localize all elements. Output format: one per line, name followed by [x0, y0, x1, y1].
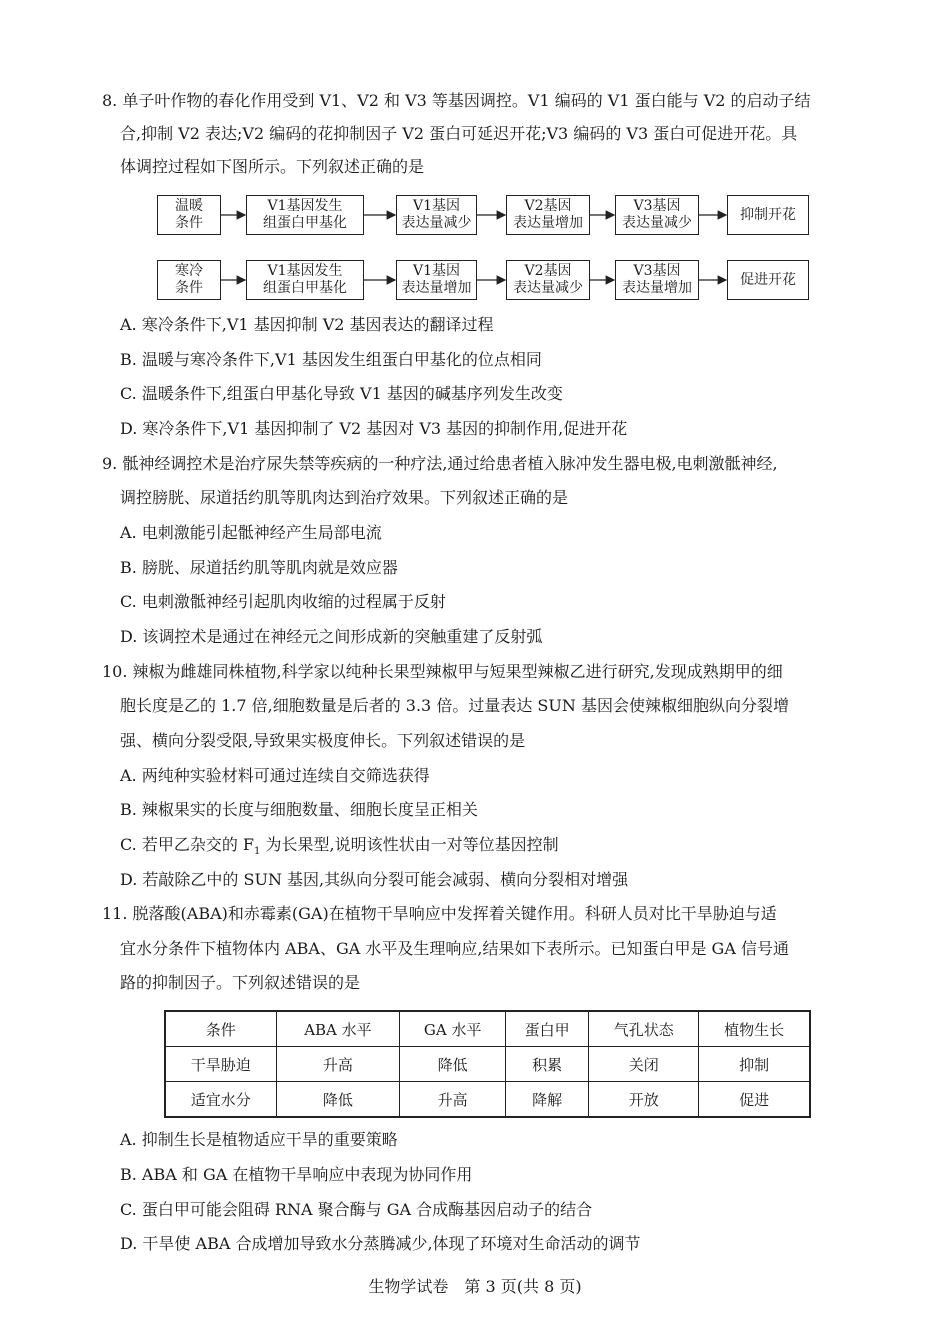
table-cell: 关闭 — [589, 1047, 699, 1082]
flow-box-line: V3基因 — [633, 198, 681, 214]
table-header-cell: 条件 — [165, 1011, 276, 1047]
q10-option-c-post: 为长果型,说明该性状由一对等位基因控制 — [260, 835, 559, 854]
table-cell: 适宜水分 — [165, 1082, 276, 1118]
table-cell: 降低 — [276, 1082, 400, 1118]
q8-stem-line-3: 体调控过程如下图所示。下列叙述正确的是 — [120, 157, 425, 176]
q10-option-c-pre: C. 若甲乙杂交的 F — [120, 835, 255, 854]
q11-option-d: D. 干旱使 ABA 合成增加导致水分蒸腾减少,体现了环境对生命活动的调节 — [120, 1234, 641, 1253]
table-cell: 开放 — [589, 1082, 699, 1118]
flow-arrows — [0, 0, 950, 320]
table-cell: 降解 — [506, 1082, 589, 1118]
flow-box-line: 表达量减少 — [622, 215, 692, 231]
q11-stem-line-2: 宜水分条件下植物体内 ABA、GA 水平及生理响应,结果如下表所示。已知蛋白甲是 GA 信号通 — [120, 939, 789, 958]
flow-box-line: V3基因 — [633, 263, 681, 279]
q11-option-b: B. ABA 和 GA 在植物干旱响应中表现为协同作用 — [120, 1165, 473, 1184]
table-cell: 升高 — [276, 1047, 400, 1082]
q10-option-a: A. 两纯种实验材料可通过连续自交筛选获得 — [120, 766, 430, 785]
q9-option-a: A. 电刺激能引起骶神经产生局部电流 — [120, 523, 382, 542]
table-cell: 积累 — [506, 1047, 589, 1082]
page-footer: 生物学试卷 第 3 页(共 8 页) — [368, 1277, 582, 1296]
q10-stem-line-3: 强、横向分裂受限,导致果实极度伸长。下列叙述错误的是 — [120, 731, 526, 750]
q10-stem-line-1: 10. 辣椒为雌雄同株植物,科学家以纯种长果型辣椒甲与短果型辣椒乙进行研究,发现成熟期甲的细 — [102, 662, 783, 681]
flow-box-line: 抑制开花 — [740, 206, 796, 223]
table-header-cell: 蛋白甲 — [506, 1011, 589, 1047]
table-header-row — [165, 1011, 810, 1047]
q11-option-a: A. 抑制生长是植物适应干旱的重要策略 — [120, 1130, 398, 1149]
q10-stem-line-2: 胞长度是乙的 1.7 倍,细胞数量是后者的 3.3 倍。过量表达 SUN 基因会使辣椒细胞纵向分裂增 — [120, 696, 789, 715]
table-row — [165, 1047, 810, 1082]
flow-box-line: V2基因 — [524, 263, 572, 279]
flow-box-line: 表达量减少 — [401, 215, 472, 231]
flow-box-line: 条件 — [175, 280, 203, 296]
q8-option-d: D. 寒冷条件下,V1 基因抑制了 V2 基因对 V3 基因的抑制作用,促进开花 — [120, 419, 628, 438]
q10-option-c — [120, 835, 559, 862]
q10-option-d: D. 若敲除乙中的 SUN 基因,其纵向分裂可能会减弱、横向分裂相对增强 — [120, 870, 629, 889]
q9-option-d: D. 该调控术是通过在神经元之间形成新的突触重建了反射弧 — [120, 627, 543, 646]
q10-option-b: B. 辣椒果实的长度与细胞数量、细胞长度呈正相关 — [120, 800, 478, 819]
q9-option-b: B. 膀胱、尿道括约肌等肌肉就是效应器 — [120, 558, 398, 577]
flow-box-line: 温暖 — [175, 198, 203, 214]
q11-stem-line-1: 11. 脱落酸(ABA)和赤霉素(GA)在植物干旱响应中发挥着关键作用。科研人员对比干旱胁迫与适 — [102, 904, 777, 923]
table-header-cell: 气孔状态 — [589, 1011, 699, 1047]
q10-option-c-sub: 1 — [254, 846, 261, 858]
flow-box-line: 表达量增加 — [622, 280, 692, 296]
flow-box-line: 表达量减少 — [513, 280, 583, 296]
q11-option-c: C. 蛋白甲可能会阻碍 RNA 聚合酶与 GA 合成酶基因启动子的结合 — [120, 1200, 593, 1219]
flow-box-line: 条件 — [175, 215, 203, 231]
flow-box-line: 表达量增加 — [513, 215, 583, 231]
flow-box-line: V1基因 — [412, 263, 461, 279]
q9-option-c: C. 电刺激骶神经引起肌肉收缩的过程属于反射 — [120, 592, 446, 611]
table-cell: 升高 — [400, 1082, 506, 1118]
table-row — [165, 1082, 810, 1118]
table-header-cell: 植物生长 — [699, 1011, 810, 1047]
table-cell: 降低 — [400, 1047, 506, 1082]
q8-stem-line-2: 合,抑制 V2 表达;V2 编码的花抑制因子 V2 蛋白可延迟开花;V3 编码的 V3 蛋白可促进开花。具 — [120, 124, 798, 143]
q8-option-c: C. 温暖条件下,组蛋白甲基化导致 V1 基因的碱基序列发生改变 — [120, 384, 563, 403]
flow-box-line: 寒冷 — [175, 263, 203, 279]
flow-box-line: V1基因 — [412, 198, 461, 214]
table-cell: 干旱胁迫 — [165, 1047, 276, 1082]
flow-box-line: 组蛋白甲基化 — [263, 280, 347, 296]
flow-box-line: 组蛋白甲基化 — [263, 215, 347, 231]
flow-box-line: V1基因发生 — [267, 263, 343, 279]
flow-box-line: 促进开花 — [740, 271, 796, 288]
q11-results-table — [164, 1010, 811, 1118]
flow-box-line: V2基因 — [524, 198, 572, 214]
q8-stem-line-1: 8. 单子叶作物的春化作用受到 V1、V2 和 V3 等基因调控。V1 编码的 V1 蛋白能与 V2 的启动子结 — [102, 91, 811, 110]
q8-option-a: A. 寒冷条件下,V1 基因抑制 V2 基因表达的翻译过程 — [120, 315, 494, 334]
q9-stem-line-1: 9. 骶神经调控术是治疗尿失禁等疾病的一种疗法,通过给患者植入脉冲发生器电极,电刺激骶神经, — [102, 454, 778, 473]
table-cell: 促进 — [699, 1082, 810, 1118]
q9-stem-line-2: 调控膀胱、尿道括约肌等肌肉达到治疗效果。下列叙述正确的是 — [120, 488, 569, 507]
q11-stem-line-3: 路的抑制因子。下列叙述错误的是 — [120, 973, 361, 992]
flow-box-line: 表达量增加 — [401, 280, 472, 296]
flow-box-line: V1基因发生 — [267, 198, 343, 214]
table-header-cell: ABA 水平 — [276, 1011, 400, 1047]
table-cell: 抑制 — [699, 1047, 810, 1082]
table-header-cell: GA 水平 — [400, 1011, 506, 1047]
q8-option-b: B. 温暖与寒冷条件下,V1 基因发生组蛋白甲基化的位点相同 — [120, 350, 542, 369]
